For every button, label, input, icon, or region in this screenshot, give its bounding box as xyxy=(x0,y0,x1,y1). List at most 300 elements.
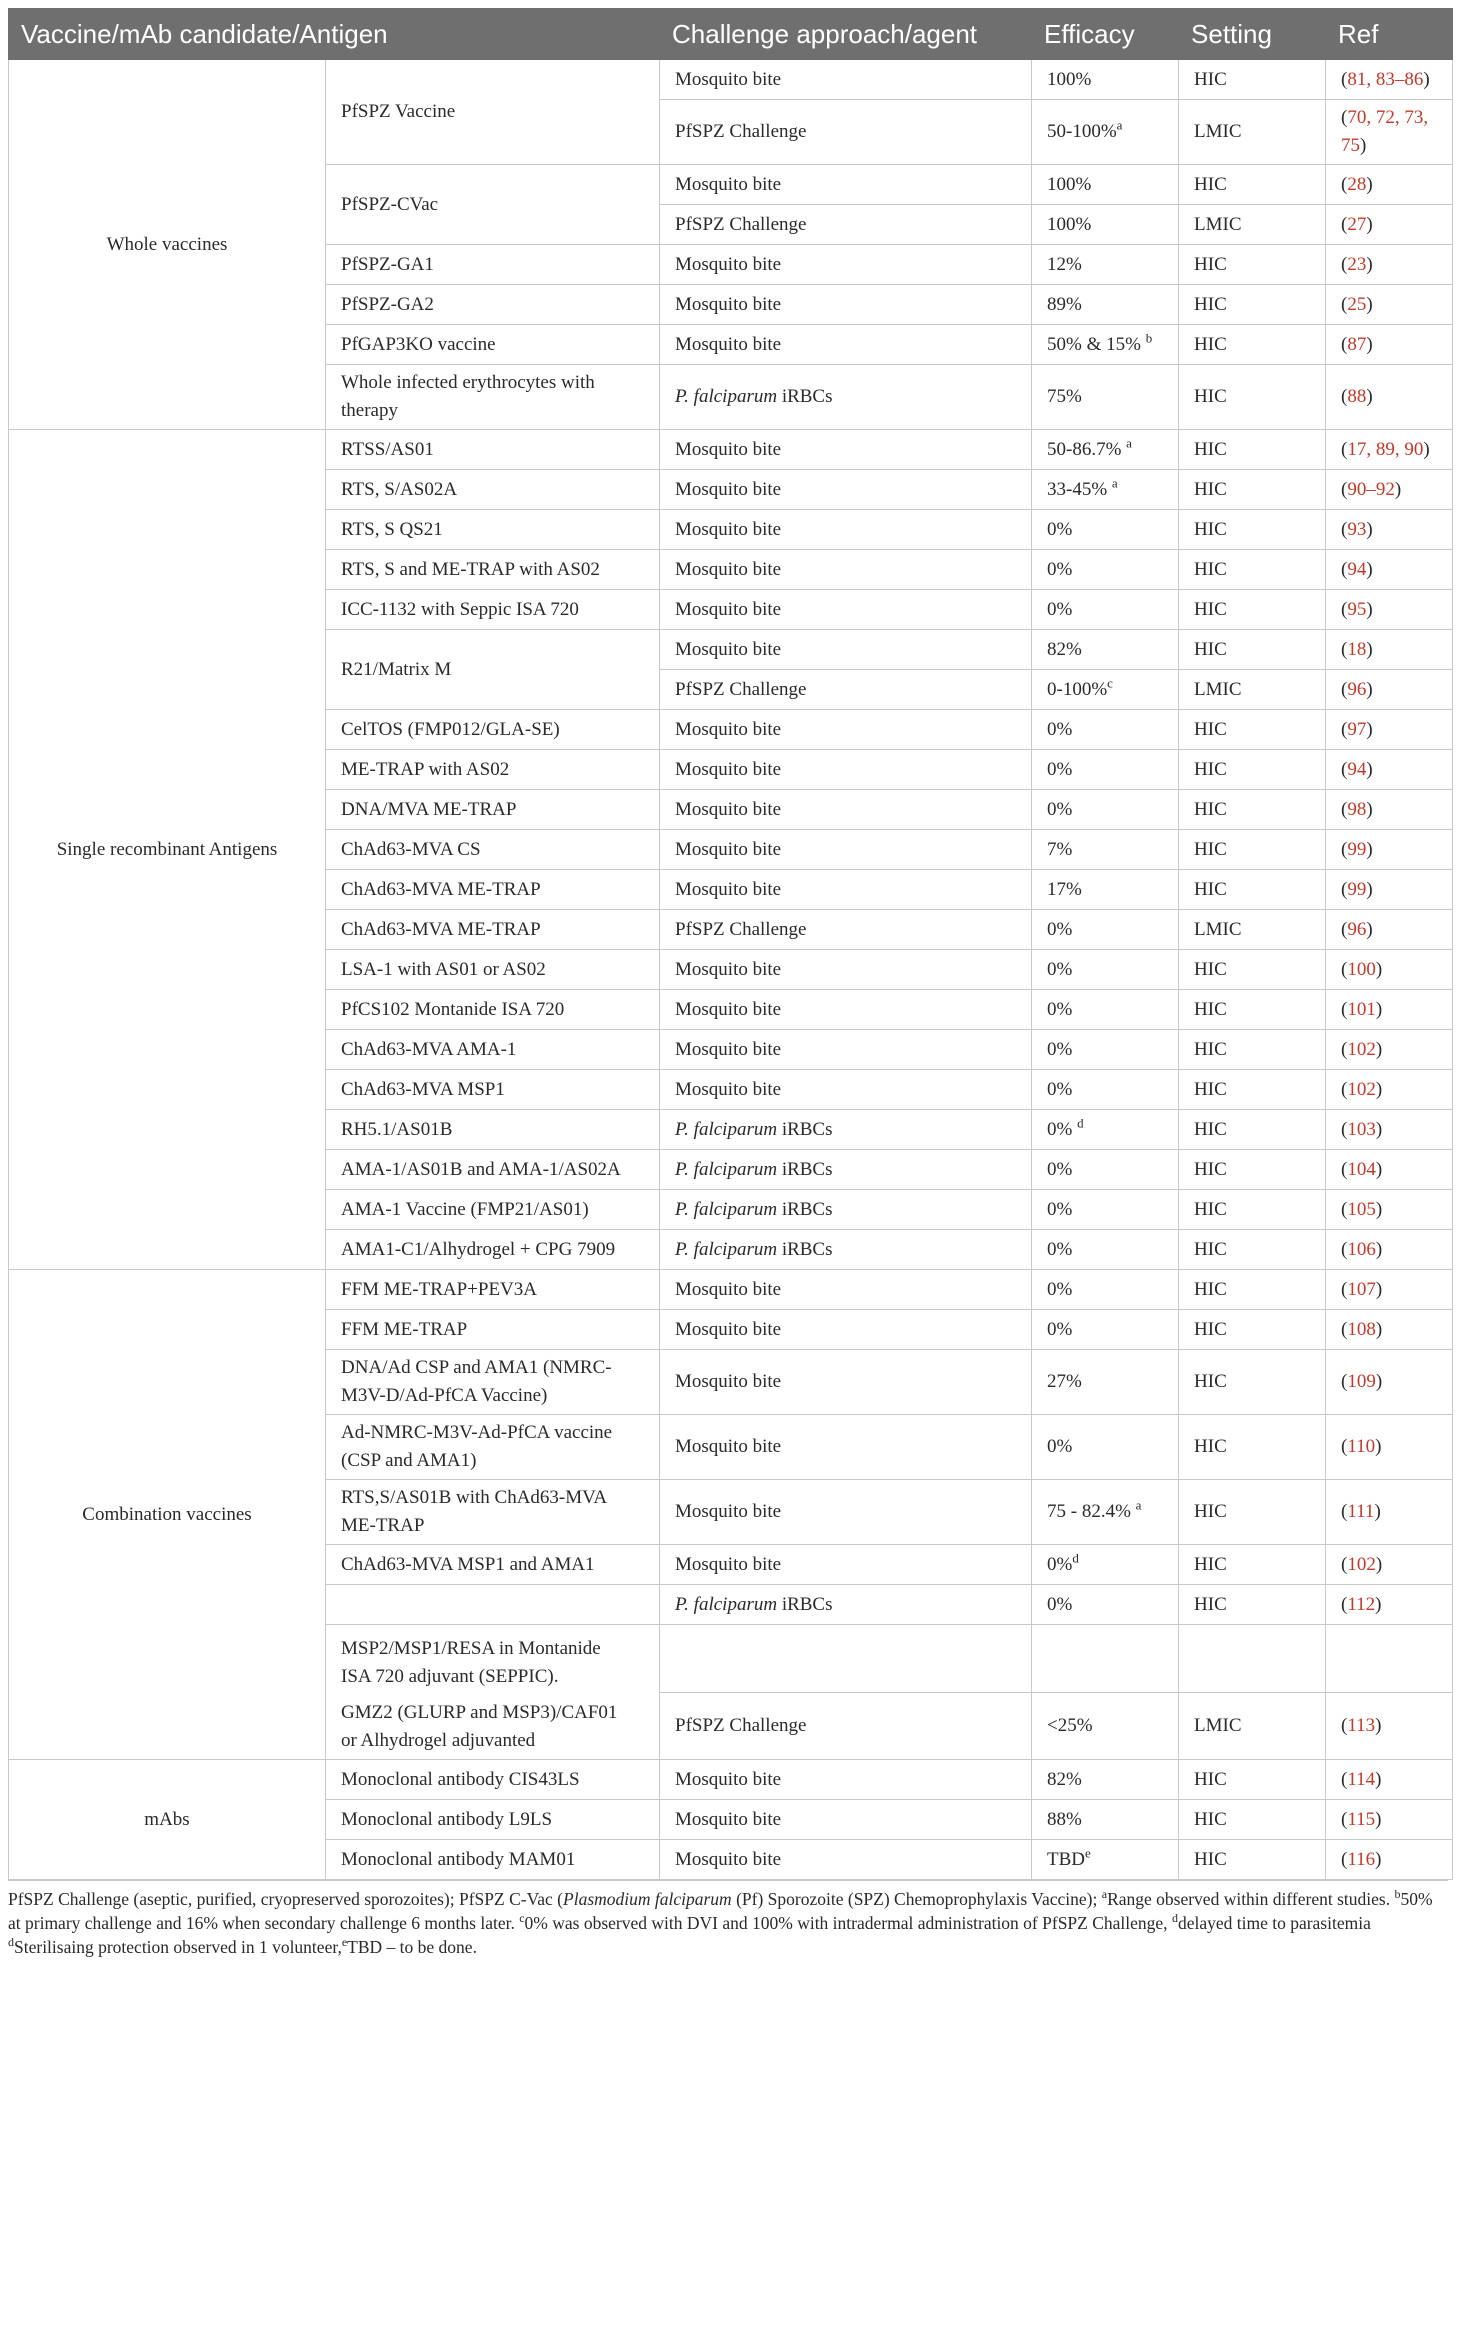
ref-link[interactable]: 96 xyxy=(1347,678,1367,700)
ref-cell: (94) xyxy=(1326,750,1453,790)
ref-cell: (27) xyxy=(1326,205,1453,245)
ref-link[interactable]: 108 xyxy=(1347,1318,1376,1340)
efficacy-cell xyxy=(1032,1480,1179,1545)
candidate-cell xyxy=(326,365,660,430)
efficacy-cell: 82% xyxy=(1032,630,1179,670)
efficacy-cell: <25% xyxy=(1032,1692,1179,1760)
ref-cell: (95) xyxy=(1326,590,1453,630)
setting-cell: HIC xyxy=(1179,1150,1326,1190)
candidate-cell xyxy=(326,1625,660,1760)
ref-link[interactable]: 18 xyxy=(1347,638,1367,660)
challenge-cell: Mosquito bite xyxy=(660,1545,1032,1585)
ref-link[interactable]: 98 xyxy=(1347,798,1367,820)
candidate-cell: PfGAP3KO vaccine xyxy=(326,325,660,365)
efficacy-cell: 0% xyxy=(1032,1070,1179,1110)
ref-cell: (114) xyxy=(1326,1760,1453,1800)
efficacy-value: 0-100% xyxy=(1047,678,1108,700)
efficacy-cell: 89% xyxy=(1032,285,1179,325)
challenge-cell: Mosquito bite xyxy=(660,430,1032,470)
efficacy-value: 50% & 15% xyxy=(1047,333,1141,355)
challenge-cell: Mosquito bite xyxy=(660,1310,1032,1350)
challenge-cell: PfSPZ Challenge xyxy=(660,205,1032,245)
setting-cell: HIC xyxy=(1179,430,1326,470)
ref-link[interactable]: 28 xyxy=(1347,173,1367,195)
ref-link[interactable]: 95 xyxy=(1347,598,1367,620)
setting-cell: HIC xyxy=(1179,1310,1326,1350)
setting-cell: HIC xyxy=(1179,245,1326,285)
candidate-cell: PfCS102 Montanide ISA 720 xyxy=(326,990,660,1030)
setting-cell: HIC xyxy=(1179,365,1326,430)
header-ref: Ref xyxy=(1326,9,1453,60)
ref-cell: (23) xyxy=(1326,245,1453,285)
setting-cell: HIC xyxy=(1179,510,1326,550)
efficacy-cell: 0% xyxy=(1032,1030,1179,1070)
efficacy-cell: 0% xyxy=(1032,1270,1179,1310)
table-row xyxy=(9,1270,1453,1310)
ref-cell xyxy=(1326,1625,1453,1693)
candidate-cell: RTS, S and ME-TRAP with AS02 xyxy=(326,550,660,590)
ref-link[interactable]: 115 xyxy=(1347,1808,1376,1830)
ref-link[interactable]: 96 xyxy=(1347,918,1367,940)
setting-cell: HIC xyxy=(1179,1110,1326,1150)
ref-cell: (100) xyxy=(1326,950,1453,990)
species-name: P. falciparum xyxy=(675,1158,778,1180)
setting-cell: HIC xyxy=(1179,710,1326,750)
efficacy-cell: 17% xyxy=(1032,870,1179,910)
challenge-cell: Mosquito bite xyxy=(660,750,1032,790)
challenge-cell xyxy=(660,1190,1032,1230)
candidate-cell: RH5.1/AS01B xyxy=(326,1110,660,1150)
challenge-cell: Mosquito bite xyxy=(660,790,1032,830)
ref-cell: (108) xyxy=(1326,1310,1453,1350)
ref-link[interactable]: 109 xyxy=(1347,1371,1376,1392)
challenge-suffix: iRBCs xyxy=(777,1593,833,1615)
challenge-cell xyxy=(660,1110,1032,1150)
efficacy-cell: 100% xyxy=(1032,165,1179,205)
category-single-antigens: Single recombinant Antigens xyxy=(9,430,326,1270)
setting-cell: LMIC xyxy=(1179,100,1326,165)
efficacy-value: 50-100% xyxy=(1047,121,1117,142)
ref-link[interactable]: 104 xyxy=(1347,1158,1376,1180)
ref-cell: (109) xyxy=(1326,1350,1453,1415)
efficacy-cell: 12% xyxy=(1032,245,1179,285)
candidate-line: or Alhydrogel adjuvanted xyxy=(341,1730,536,1751)
ref-cell: (96) xyxy=(1326,670,1453,710)
efficacy-cell: 0% xyxy=(1032,1415,1179,1480)
ref-link[interactable]: 102 xyxy=(1347,1078,1376,1100)
challenge-cell: PfSPZ Challenge xyxy=(660,1692,1032,1760)
setting-cell: HIC xyxy=(1179,1190,1326,1230)
candidate-cell: Monoclonal antibody CIS43LS xyxy=(326,1760,660,1800)
challenge-suffix: iRBCs xyxy=(777,1158,833,1180)
ref-cell: (102) xyxy=(1326,1545,1453,1585)
table-row xyxy=(9,1760,1453,1800)
setting-cell: HIC xyxy=(1179,1800,1326,1840)
ref-cell: (104) xyxy=(1326,1150,1453,1190)
ref-link[interactable]: 102 xyxy=(1347,1038,1376,1060)
setting-cell: HIC xyxy=(1179,790,1326,830)
footnote-text: (Pf) Sporozoite (SPZ) Chemoprophylaxis Vaccine); xyxy=(731,1889,1102,1909)
footnote-marker: d xyxy=(1171,1911,1178,1926)
efficacy-cell: 0% xyxy=(1032,750,1179,790)
ref-link[interactable]: 116 xyxy=(1347,1848,1376,1870)
candidate-line: Ad-NMRC-M3V-Ad-PfCA vaccine xyxy=(341,1422,613,1443)
header-candidate: Vaccine/mAb candidate/Antigen xyxy=(9,9,660,60)
efficacy-cell xyxy=(1032,100,1179,165)
ref-link[interactable]: 17, 89, 90 xyxy=(1347,438,1424,460)
table-body xyxy=(9,60,1453,1880)
footnote-marker: c xyxy=(519,1911,525,1926)
efficacy-value: 0% xyxy=(1047,1118,1073,1140)
ref-link[interactable]: 70, 72, 73, xyxy=(1347,107,1429,128)
setting-cell: HIC xyxy=(1179,750,1326,790)
ref-link[interactable]: 114 xyxy=(1347,1768,1376,1790)
ref-cell: (101) xyxy=(1326,990,1453,1030)
setting-cell: HIC xyxy=(1179,470,1326,510)
challenge-cell: Mosquito bite xyxy=(660,550,1032,590)
challenge-cell: PfSPZ Challenge xyxy=(660,910,1032,950)
footnote-marker: a xyxy=(1116,117,1123,133)
footnote-marker: a xyxy=(1126,435,1132,451)
challenge-cell: Mosquito bite xyxy=(660,1800,1032,1840)
challenge-cell: Mosquito bite xyxy=(660,870,1032,910)
header-row xyxy=(9,9,1453,60)
challenge-cell xyxy=(660,1625,1032,1693)
ref-cell: (99) xyxy=(1326,830,1453,870)
setting-cell: HIC xyxy=(1179,590,1326,630)
efficacy-cell: 88% xyxy=(1032,1800,1179,1840)
ref-cell: (102) xyxy=(1326,1030,1453,1070)
candidate-cell: ChAd63-MVA AMA-1 xyxy=(326,1030,660,1070)
candidate-cell: PfSPZ Vaccine xyxy=(326,60,660,165)
setting-cell: HIC xyxy=(1179,1585,1326,1625)
challenge-cell xyxy=(660,1585,1032,1625)
candidate-cell: R21/Matrix M xyxy=(326,630,660,710)
ref-cell: (70, 72, 73, 75) xyxy=(1326,100,1453,165)
footnote-marker: b xyxy=(1394,1887,1401,1902)
species-name: P. falciparum xyxy=(675,1238,778,1260)
efficacy-cell: 0% xyxy=(1032,1150,1179,1190)
challenge-cell: Mosquito bite xyxy=(660,1480,1032,1545)
challenge-cell: Mosquito bite xyxy=(660,830,1032,870)
table-row xyxy=(9,60,1453,100)
candidate-cell: DNA/MVA ME-TRAP xyxy=(326,790,660,830)
candidate-cell: ChAd63-MVA CS xyxy=(326,830,660,870)
ref-link[interactable]: 110 xyxy=(1347,1436,1376,1457)
ref-cell: (25) xyxy=(1326,285,1453,325)
challenge-cell xyxy=(660,1230,1032,1270)
species-name: P. falciparum xyxy=(675,1198,778,1220)
footnote-marker: a xyxy=(1111,475,1118,491)
challenge-cell: PfSPZ Challenge xyxy=(660,670,1032,710)
setting-cell: HIC xyxy=(1179,990,1326,1030)
header-setting: Setting xyxy=(1179,9,1326,60)
efficacy-value: 50-86.7% xyxy=(1047,438,1122,460)
species-name: P. falciparum xyxy=(675,1593,778,1615)
ref-cell: (81, 83–86) xyxy=(1326,60,1453,100)
table-header xyxy=(9,9,1453,60)
ref-cell: (110) xyxy=(1326,1415,1453,1480)
efficacy-cell xyxy=(1032,1625,1179,1693)
page xyxy=(8,8,1460,1959)
ref-link[interactable]: 103 xyxy=(1347,1118,1376,1140)
ref-cell: (17, 89, 90) xyxy=(1326,430,1453,470)
ref-link[interactable]: 113 xyxy=(1347,1714,1376,1736)
setting-cell: HIC xyxy=(1179,325,1326,365)
footnote-marker: a xyxy=(1135,1497,1142,1513)
footnote-marker: d xyxy=(8,1935,14,1950)
ref-cell: (94) xyxy=(1326,550,1453,590)
candidate-cell: RTS, S/AS02A xyxy=(326,470,660,510)
setting-cell: LMIC xyxy=(1179,1692,1326,1760)
setting-cell: HIC xyxy=(1179,1545,1326,1585)
vaccine-efficacy-table xyxy=(8,8,1453,1880)
ref-link[interactable]: 94 xyxy=(1347,758,1367,780)
candidate-line: GMZ2 (GLURP and MSP3)/CAF01 xyxy=(341,1702,618,1723)
ref-cell: (106) xyxy=(1326,1230,1453,1270)
footnote-species: Plasmodium falciparum xyxy=(563,1889,732,1909)
footnote-text: PfSPZ Challenge (aseptic, purified, cryopreserved sporozoites); PfSPZ C-Vac ( xyxy=(8,1889,564,1909)
setting-cell: LMIC xyxy=(1179,910,1326,950)
footnote-marker: d xyxy=(1072,1550,1079,1566)
setting-cell: HIC xyxy=(1179,1480,1326,1545)
setting-cell: HIC xyxy=(1179,830,1326,870)
setting-cell: LMIC xyxy=(1179,670,1326,710)
footnote-text: 0% was observed with DVI and 100% with intradermal administration of PfSPZ Challenge, xyxy=(524,1913,1172,1933)
ref-link[interactable]: 111 xyxy=(1347,1501,1375,1522)
ref-link[interactable]: 100 xyxy=(1347,958,1376,980)
candidate-cell xyxy=(326,1585,660,1625)
ref-link[interactable]: 75 xyxy=(1341,135,1361,156)
efficacy-value: 0% xyxy=(1047,1553,1073,1575)
footnote-text: Range observed within different studies. xyxy=(1107,1889,1395,1909)
ref-link[interactable]: 102 xyxy=(1347,1553,1376,1575)
candidate-cell xyxy=(326,1350,660,1415)
efficacy-cell xyxy=(1032,470,1179,510)
ref-link[interactable]: 87 xyxy=(1347,333,1367,355)
efficacy-cell: 0% xyxy=(1032,790,1179,830)
ref-link[interactable]: 107 xyxy=(1347,1278,1376,1300)
candidate-cell: AMA-1 Vaccine (FMP21/AS01) xyxy=(326,1190,660,1230)
setting-cell: HIC xyxy=(1179,165,1326,205)
setting-cell: HIC xyxy=(1179,1415,1326,1480)
ref-cell: (28) xyxy=(1326,165,1453,205)
setting-cell: LMIC xyxy=(1179,205,1326,245)
table-row xyxy=(9,430,1453,470)
efficacy-cell: 100% xyxy=(1032,60,1179,100)
challenge-cell: Mosquito bite xyxy=(660,1070,1032,1110)
efficacy-cell: 0% xyxy=(1032,990,1179,1030)
candidate-cell: Monoclonal antibody L9LS xyxy=(326,1800,660,1840)
candidate-line: (CSP and AMA1) xyxy=(341,1450,477,1471)
ref-cell: (93) xyxy=(1326,510,1453,550)
footnote-text: 50% at primary challenge and 16% when secondary challenge 6 months later. xyxy=(8,1889,1433,1933)
ref-link[interactable]: 106 xyxy=(1347,1238,1376,1260)
candidate-cell: CelTOS (FMP012/GLA-SE) xyxy=(326,710,660,750)
ref-link[interactable]: 93 xyxy=(1347,518,1367,540)
efficacy-cell: 7% xyxy=(1032,830,1179,870)
ref-cell: (98) xyxy=(1326,790,1453,830)
challenge-cell: Mosquito bite xyxy=(660,245,1032,285)
setting-cell: HIC xyxy=(1179,630,1326,670)
efficacy-cell xyxy=(1032,430,1179,470)
candidate-cell: ChAd63-MVA ME-TRAP xyxy=(326,870,660,910)
setting-cell: HIC xyxy=(1179,1840,1326,1880)
setting-cell: HIC xyxy=(1179,1760,1326,1800)
candidate-line: ISA 720 adjuvant (SEPPIC). xyxy=(341,1666,559,1687)
ref-link[interactable]: 112 xyxy=(1347,1593,1376,1615)
candidate-cell xyxy=(326,1415,660,1480)
candidate-line: ME-TRAP xyxy=(341,1515,425,1536)
ref-cell: (102) xyxy=(1326,1070,1453,1110)
category-whole-vaccines: Whole vaccines xyxy=(9,60,326,430)
setting-cell: HIC xyxy=(1179,870,1326,910)
header-efficacy: Efficacy xyxy=(1032,9,1179,60)
ref-cell: (115) xyxy=(1326,1800,1453,1840)
category-mabs: mAbs xyxy=(9,1760,326,1880)
challenge-cell: Mosquito bite xyxy=(660,285,1032,325)
species-name: P. falciparum xyxy=(675,386,778,407)
ref-cell: (87) xyxy=(1326,325,1453,365)
ref-cell: (116) xyxy=(1326,1840,1453,1880)
species-name: P. falciparum xyxy=(675,1118,778,1140)
efficacy-cell: 0% xyxy=(1032,1310,1179,1350)
ref-cell: (99) xyxy=(1326,870,1453,910)
category-combination-vaccines: Combination vaccines xyxy=(9,1270,326,1760)
footnote-text: TBD – to be done. xyxy=(347,1937,477,1957)
challenge-suffix: iRBCs xyxy=(777,1238,833,1260)
ref-cell: (105) xyxy=(1326,1190,1453,1230)
challenge-cell: Mosquito bite xyxy=(660,60,1032,100)
candidate-line: Whole infected erythrocytes with xyxy=(341,372,595,393)
candidate-line: MSP2/MSP1/RESA in Montanide xyxy=(341,1638,601,1659)
challenge-cell: Mosquito bite xyxy=(660,1030,1032,1070)
setting-cell: HIC xyxy=(1179,950,1326,990)
efficacy-cell: 0% xyxy=(1032,1190,1179,1230)
challenge-cell: Mosquito bite xyxy=(660,325,1032,365)
challenge-suffix: iRBCs xyxy=(777,1118,833,1140)
candidate-cell: AMA-1/AS01B and AMA-1/AS02A xyxy=(326,1150,660,1190)
challenge-cell: PfSPZ Challenge xyxy=(660,100,1032,165)
candidate-cell: PfSPZ-GA2 xyxy=(326,285,660,325)
footnote-marker: a xyxy=(1101,1887,1108,1902)
challenge-cell: Mosquito bite xyxy=(660,1415,1032,1480)
challenge-cell xyxy=(660,365,1032,430)
ref-cell: (113) xyxy=(1326,1692,1453,1760)
challenge-cell: Mosquito bite xyxy=(660,1760,1032,1800)
footnote-marker: b xyxy=(1145,330,1153,346)
efficacy-cell: 0% xyxy=(1032,590,1179,630)
setting-cell: HIC xyxy=(1179,1230,1326,1270)
efficacy-cell xyxy=(1032,670,1179,710)
efficacy-cell xyxy=(1032,1545,1179,1585)
efficacy-cell xyxy=(1032,1110,1179,1150)
footnote-marker: c xyxy=(1107,675,1113,691)
footnote-marker: e xyxy=(1085,1845,1091,1861)
challenge-cell: Mosquito bite xyxy=(660,710,1032,750)
candidate-line: therapy xyxy=(341,400,398,421)
challenge-cell: Mosquito bite xyxy=(660,470,1032,510)
candidate-cell: LSA-1 with AS01 or AS02 xyxy=(326,950,660,990)
efficacy-cell: 82% xyxy=(1032,1760,1179,1800)
challenge-cell: Mosquito bite xyxy=(660,990,1032,1030)
efficacy-cell: 0% xyxy=(1032,950,1179,990)
footnote-marker: d xyxy=(1077,1115,1084,1131)
ref-link[interactable]: 90–92 xyxy=(1347,478,1395,500)
ref-cell: (112) xyxy=(1326,1585,1453,1625)
efficacy-cell xyxy=(1032,325,1179,365)
setting-cell xyxy=(1179,1625,1326,1693)
setting-cell: HIC xyxy=(1179,1270,1326,1310)
efficacy-cell: 75% xyxy=(1032,365,1179,430)
candidate-cell: PfSPZ-GA1 xyxy=(326,245,660,285)
challenge-cell: Mosquito bite xyxy=(660,1270,1032,1310)
ref-link[interactable]: 94 xyxy=(1347,558,1367,580)
ref-link[interactable]: 99 xyxy=(1347,838,1367,860)
efficacy-value: 75 - 82.4% xyxy=(1047,1501,1131,1522)
challenge-cell: Mosquito bite xyxy=(660,630,1032,670)
efficacy-cell: 0% xyxy=(1032,1585,1179,1625)
challenge-cell xyxy=(660,1150,1032,1190)
footnote-text: delayed time to parasitemia xyxy=(1177,1913,1371,1933)
ref-cell: (96) xyxy=(1326,910,1453,950)
challenge-suffix: iRBCs xyxy=(777,386,833,407)
ref-link[interactable]: 101 xyxy=(1347,998,1376,1020)
efficacy-cell: 0% xyxy=(1032,550,1179,590)
challenge-cell: Mosquito bite xyxy=(660,1840,1032,1880)
efficacy-value: 33-45% xyxy=(1047,478,1108,500)
candidate-cell: ChAd63-MVA ME-TRAP xyxy=(326,910,660,950)
candidate-cell: AMA1-C1/Alhydrogel + CPG 7909 xyxy=(326,1230,660,1270)
efficacy-cell: 0% xyxy=(1032,510,1179,550)
ref-link[interactable]: 23 xyxy=(1347,253,1367,275)
ref-cell: (97) xyxy=(1326,710,1453,750)
ref-cell: (18) xyxy=(1326,630,1453,670)
challenge-cell: Mosquito bite xyxy=(660,950,1032,990)
candidate-cell: ChAd63-MVA MSP1 xyxy=(326,1070,660,1110)
ref-cell: (111) xyxy=(1326,1480,1453,1545)
ref-link[interactable]: 99 xyxy=(1347,878,1367,900)
candidate-cell: RTS, S QS21 xyxy=(326,510,660,550)
setting-cell: HIC xyxy=(1179,550,1326,590)
efficacy-cell: 27% xyxy=(1032,1350,1179,1415)
candidate-line: DNA/Ad CSP and AMA1 (NMRC- xyxy=(341,1357,612,1378)
footnote-text: Sterilisaing protection observed in 1 volunteer, xyxy=(14,1937,342,1957)
ref-cell: (90–92) xyxy=(1326,470,1453,510)
candidate-cell: ICC-1132 with Seppic ISA 720 xyxy=(326,590,660,630)
ref-link[interactable]: 25 xyxy=(1347,293,1367,315)
ref-link[interactable]: 81, 83–86 xyxy=(1347,68,1424,90)
efficacy-cell: 0% xyxy=(1032,910,1179,950)
efficacy-cell: 100% xyxy=(1032,205,1179,245)
setting-cell: HIC xyxy=(1179,1350,1326,1415)
ref-cell: (103) xyxy=(1326,1110,1453,1150)
ref-link[interactable]: 88 xyxy=(1347,386,1367,407)
challenge-cell: Mosquito bite xyxy=(660,590,1032,630)
header-challenge: Challenge approach/agent xyxy=(660,9,1032,60)
candidate-cell: PfSPZ-CVac xyxy=(326,165,660,245)
ref-link[interactable]: 97 xyxy=(1347,718,1367,740)
setting-cell: HIC xyxy=(1179,60,1326,100)
candidate-line: M3V-D/Ad-PfCA Vaccine) xyxy=(341,1385,548,1406)
efficacy-cell xyxy=(1032,1840,1179,1880)
candidate-cell: RTSS/AS01 xyxy=(326,430,660,470)
candidate-cell xyxy=(326,1480,660,1545)
ref-link[interactable]: 27 xyxy=(1347,213,1367,235)
efficacy-cell: 0% xyxy=(1032,1230,1179,1270)
candidate-cell: FFM ME-TRAP xyxy=(326,1310,660,1350)
ref-link[interactable]: 105 xyxy=(1347,1198,1376,1220)
